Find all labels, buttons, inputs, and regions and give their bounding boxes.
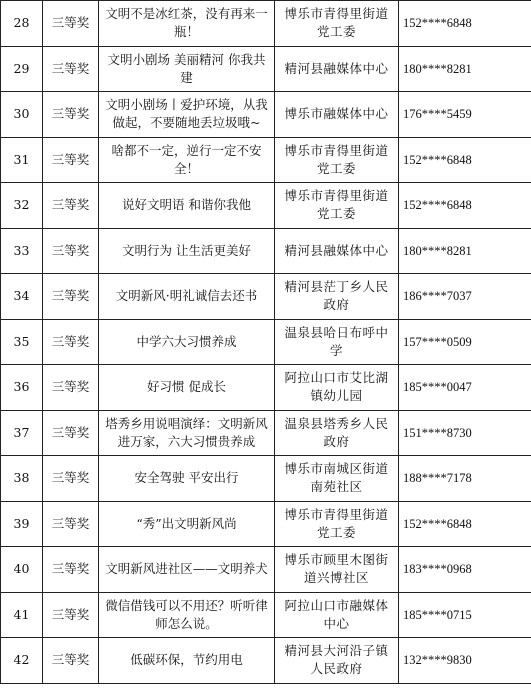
- prize-level: 三等奖: [43, 456, 99, 502]
- contact-phone: 183****0968: [399, 547, 531, 593]
- submitting-organization: 精河县茫丁乡人民政府: [275, 274, 399, 320]
- submitting-organization: 博乐市青得里街道党工委: [275, 137, 399, 183]
- prize-level: 三等奖: [43, 92, 99, 138]
- submitting-organization: 博乐市青得里街道党工委: [275, 1, 399, 47]
- contact-phone: 180****8281: [399, 228, 531, 274]
- work-title: 文明小剧场 美丽精河 你我共建: [99, 46, 275, 92]
- row-number: 40: [1, 547, 43, 593]
- prize-level: 三等奖: [43, 46, 99, 92]
- work-title: 微信借钱可以不用还？听听律师怎么说。: [99, 592, 275, 638]
- prize-level: 三等奖: [43, 137, 99, 183]
- row-number: 41: [1, 592, 43, 638]
- contact-phone: 186****7037: [399, 274, 531, 320]
- submitting-organization: 精河县融媒体中心: [275, 228, 399, 274]
- work-title: “秀”出文明新风尚: [99, 501, 275, 547]
- prize-level: 三等奖: [43, 501, 99, 547]
- contact-phone: 151****8730: [399, 410, 531, 456]
- contact-phone: 157****0509: [399, 319, 531, 365]
- table-row: [1, 137, 531, 183]
- table-row: [1, 92, 531, 138]
- table-row: [1, 228, 531, 274]
- contact-phone: 180****8281: [399, 46, 531, 92]
- row-number: 37: [1, 410, 43, 456]
- submitting-organization: 博乐市顾里木图街道兴博社区: [275, 547, 399, 593]
- contact-phone: 152****6848: [399, 501, 531, 547]
- contact-phone: 185****0047: [399, 365, 531, 411]
- row-number: 30: [1, 92, 43, 138]
- contact-phone: 132****9830: [399, 638, 531, 684]
- row-number: 28: [1, 1, 43, 47]
- table-row: [1, 410, 531, 456]
- table-row: [1, 46, 531, 92]
- submitting-organization: 精河县融媒体中心: [275, 46, 399, 92]
- submitting-organization: 温泉县哈日布呼中学: [275, 319, 399, 365]
- work-title: 说好文明语 和谐你我他: [99, 183, 275, 229]
- table-row: [1, 638, 531, 684]
- row-number: 38: [1, 456, 43, 502]
- prize-level: 三等奖: [43, 410, 99, 456]
- work-title: 文明小剧场丨爱护环境，从我做起，不要随地丢垃圾哦~: [99, 92, 275, 138]
- work-title: 啥都不一定，逆行一定不安全！: [99, 137, 275, 183]
- contact-phone: 152****6848: [399, 1, 531, 47]
- work-title: 安全驾驶 平安出行: [99, 456, 275, 502]
- prize-level: 三等奖: [43, 274, 99, 320]
- prize-level: 三等奖: [43, 547, 99, 593]
- submitting-organization: 温泉县塔秀乡人民政府: [275, 410, 399, 456]
- work-title: 文明行为 让生活更美好: [99, 228, 275, 274]
- prize-level: 三等奖: [43, 638, 99, 684]
- table-row: [1, 547, 531, 593]
- table-row: [1, 274, 531, 320]
- work-title: 塔秀乡用说唱演绎：文明新风进万家，六大习惯贵养成: [99, 410, 275, 456]
- submitting-organization: 精河县大河沿子镇人民政府: [275, 638, 399, 684]
- work-title: 中学六大习惯养成: [99, 319, 275, 365]
- contact-phone: 152****6848: [399, 137, 531, 183]
- prize-level: 三等奖: [43, 365, 99, 411]
- contact-phone: 185****0715: [399, 592, 531, 638]
- table-row: [1, 501, 531, 547]
- contact-phone: 188****7178: [399, 456, 531, 502]
- submitting-organization: 阿拉山口市艾比湖镇幼儿园: [275, 365, 399, 411]
- submitting-organization: 博乐市青得里街道党工委: [275, 501, 399, 547]
- table-row: [1, 592, 531, 638]
- table-row: [1, 456, 531, 502]
- prize-level: 三等奖: [43, 1, 99, 47]
- table-row: [1, 319, 531, 365]
- row-number: 33: [1, 228, 43, 274]
- row-number: 32: [1, 183, 43, 229]
- submitting-organization: 博乐市南城区街道南苑社区: [275, 456, 399, 502]
- row-number: 31: [1, 137, 43, 183]
- submitting-organization: 博乐市融媒体中心: [275, 92, 399, 138]
- award-rows: [1, 1, 531, 684]
- prize-level: 三等奖: [43, 592, 99, 638]
- prize-level: 三等奖: [43, 319, 99, 365]
- work-title: 文明新风·明礼诚信去还书: [99, 274, 275, 320]
- row-number: 34: [1, 274, 43, 320]
- contact-phone: 152****6848: [399, 183, 531, 229]
- row-number: 42: [1, 638, 43, 684]
- table-row: [1, 1, 531, 47]
- submitting-organization: 阿拉山口市融媒体中心: [275, 592, 399, 638]
- row-number: 35: [1, 319, 43, 365]
- work-title: 文明新风进社区——文明养犬: [99, 547, 275, 593]
- contact-phone: 176****5459: [399, 92, 531, 138]
- prize-level: 三等奖: [43, 183, 99, 229]
- row-number: 39: [1, 501, 43, 547]
- work-title: 低碳环保，节约用电: [99, 638, 275, 684]
- work-title: 文明不是冰红茶，没有再来一瓶！: [99, 1, 275, 47]
- row-number: 36: [1, 365, 43, 411]
- row-number: 29: [1, 46, 43, 92]
- table-row: [1, 183, 531, 229]
- table-row: [1, 365, 531, 411]
- prize-level: 三等奖: [43, 228, 99, 274]
- submitting-organization: 博乐市青得里街道党工委: [275, 183, 399, 229]
- work-title: 好习惯 促成长: [99, 365, 275, 411]
